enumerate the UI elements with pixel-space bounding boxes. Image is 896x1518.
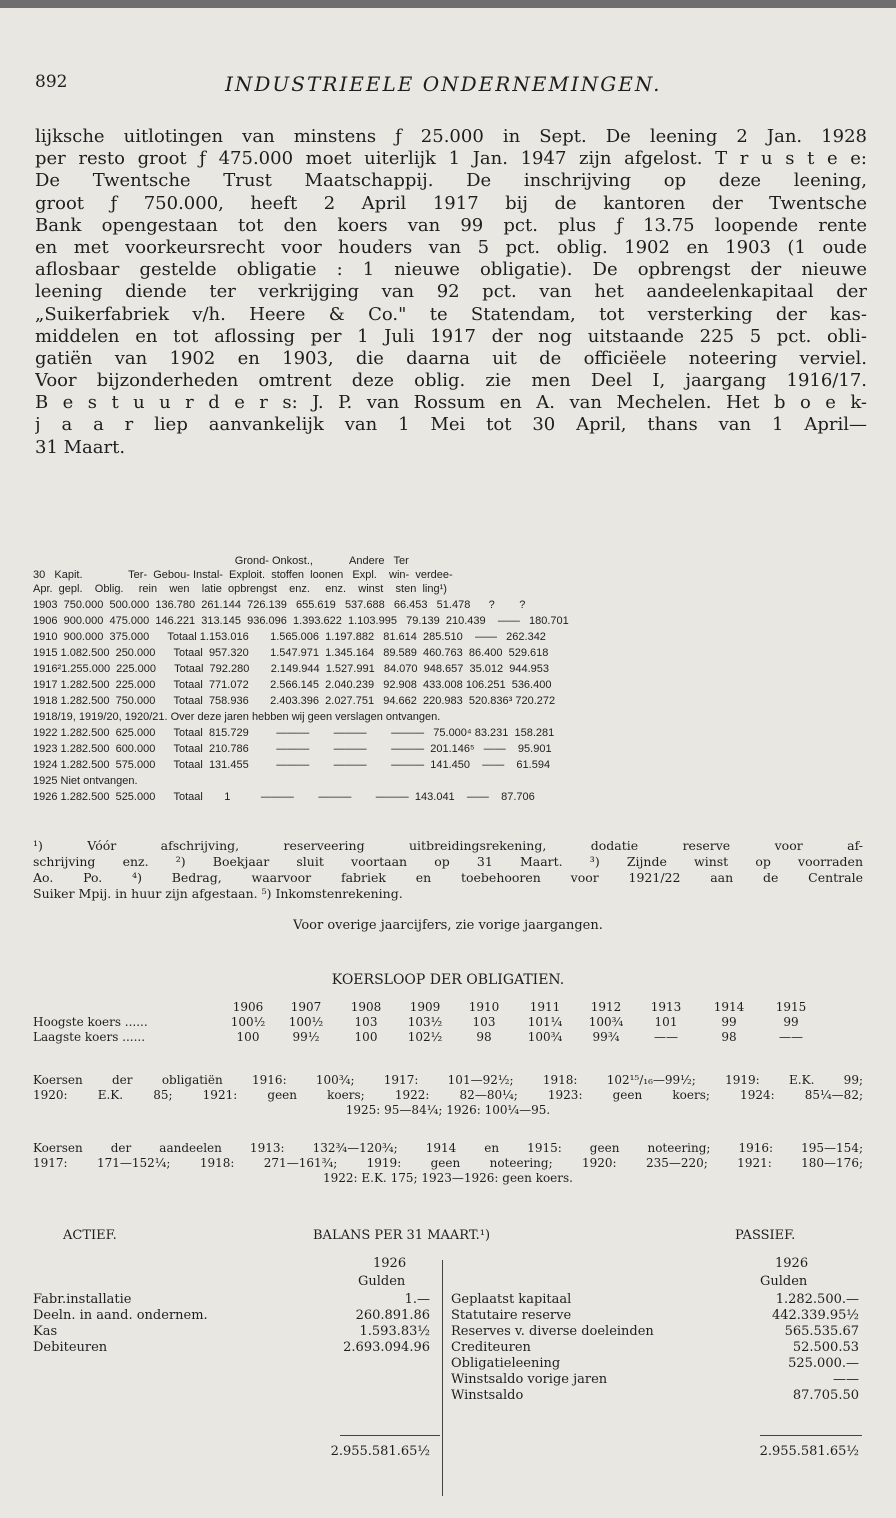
page-number: 892 [35, 72, 68, 92]
koers-value: 99 [721, 1015, 737, 1029]
footnote-line: schrijving enz. ²) Boekjaar sluit voortaan op 31 Maart. ³) Zijnde winst op voorraden [33, 854, 863, 869]
year-header: 1914 [713, 1000, 745, 1014]
text-line: 31 Maart. [35, 436, 126, 458]
koers-value: 100 [354, 1030, 378, 1044]
koers-value: 99 [783, 1015, 799, 1029]
koers-value: 100¾ [588, 1015, 624, 1029]
koers-title: KOERSLOOP DER OBLIGATIEN. [331, 972, 565, 988]
koersen-obligatien [33, 1073, 863, 1118]
passief-label-item: Statutaire reserve [451, 1308, 572, 1323]
actief-label-item: Debiteuren [33, 1340, 108, 1355]
koers-value: 103 [354, 1015, 378, 1029]
row-label-hoogste: Hoogste koers ...... [33, 1015, 148, 1029]
scan-edge-band [0, 0, 896, 8]
passief-label-item: Reserves v. diverse doeleinden [451, 1324, 654, 1339]
passief-label-item: Obligatieleening [451, 1356, 561, 1371]
koers-value: 103½ [407, 1015, 443, 1029]
passief-label-item: Winstsaldo [451, 1388, 524, 1403]
unit-actief: Gulden [358, 1274, 406, 1289]
koers-value: —— [779, 1030, 803, 1044]
koers-value: 100 [236, 1030, 260, 1044]
table-row: 1918/19, 1919/20, 1920/21. Over deze jaren hebben wij geen verslagen ontvangen. [33, 711, 441, 723]
prose-line: 1922: E.K. 175; 1923—1926: geen koers. [323, 1171, 573, 1185]
koers-value: —— [654, 1030, 678, 1044]
balans-title: BALANS PER 31 MAART.¹) [313, 1228, 491, 1243]
table-row: 1918 1.282.500 750.000 Totaal 758.936 2.403.396 2.027.751 94.662 220.983 520.836³ 720.272 [33, 695, 556, 707]
row-label-laagste: Laagste koers ...... [33, 1030, 146, 1044]
passief-value: 565.535.67 [784, 1324, 859, 1339]
total-actief: 2.955.581.65½ [330, 1444, 430, 1459]
actief-value: 1.593.83½ [359, 1324, 430, 1339]
footnotes [33, 838, 863, 902]
actief-value: 1.— [404, 1292, 430, 1307]
passief-value: 87.705.50 [792, 1388, 859, 1403]
table-row: 1923 1.282.500 600.000 Totaal 210.786 ——— ——— ——— 201.146⁵ —— 95.901 [33, 743, 552, 755]
passief-value: 525.000.— [788, 1356, 859, 1371]
total-passief: 2.955.581.65½ [759, 1444, 859, 1459]
year-header: 1909 [409, 1000, 441, 1014]
text-line: per resto groot ƒ 475.000 moet uiterlijk 1 Jan. 1947 zijn afgelost. T r u s t e e: [35, 148, 867, 170]
passief-label: PASSIEF. [735, 1228, 796, 1243]
text-line: Voor bijzonderheden omtrent deze oblig. zie men Deel I, jaargang 1916/17. [35, 370, 867, 392]
koers-value: 100½ [230, 1015, 266, 1029]
koers-value: 103 [472, 1015, 496, 1029]
text-line: aflosbaar gestelde obligatie : 1 nieuwe obligatie). De opbrengst der nieuwe [35, 259, 867, 281]
year-header: 1913 [650, 1000, 682, 1014]
prose-line: 1920: E.K. 85; 1921: geen koers; 1922: 82—80¼; 1923: geen koers; 1924: 85¼—82; [33, 1088, 863, 1102]
table-row: 1916²1.255.000 225.000 Totaal 792.280 2.149.944 1.527.991 84.070 948.657 35.012 944.953 [33, 663, 550, 675]
koers-value: 99¾ [592, 1030, 620, 1044]
year-passief: 1926 [775, 1256, 809, 1271]
passief-value: 442.339.95½ [771, 1308, 859, 1323]
year-header: 1908 [350, 1000, 382, 1014]
koers-value: 98 [721, 1030, 737, 1044]
footnote-line: ¹) Vóór afschrijving, reserveering uitbreidingsrekening, dodatie reserve voor af- [33, 838, 863, 853]
text-line: Bank opengestaan tot den koers van 99 pct. plus ƒ 13.75 loopende rente [35, 214, 867, 236]
koers-value: 102½ [407, 1030, 443, 1044]
text-line: leening diende ter verkrijging van 92 pct. van het aandeelenkapitaal der [35, 281, 867, 303]
passief-label-item: Geplaatst kapitaal [451, 1292, 572, 1307]
koers-value: 98 [476, 1030, 492, 1044]
text-line: gatiën van 1902 en 1903, die daarna uit de officiëele noteering verviel. [35, 347, 867, 369]
year-header: 1910 [468, 1000, 500, 1014]
table-header-row: Grond- Onkost., Andere Ter [33, 555, 409, 567]
passief-value: 52.500.53 [792, 1340, 859, 1355]
table-row: 1910 900.000 375.000 Totaal 1.153.016 1.565.006 1.197.882 81.614 285.510 —— 262.342 [33, 631, 546, 643]
actief-value: 2.693.094.96 [343, 1340, 430, 1355]
total-rule-actief [340, 1435, 440, 1436]
table-row: 1924 1.282.500 575.000 Totaal 131.455 ——— ——— ——— 141.450 —— 61.594 [33, 759, 551, 771]
koers-value: 101 [654, 1015, 678, 1029]
year-header: 1911 [529, 1000, 561, 1014]
koers-value: 100½ [288, 1015, 324, 1029]
unit-passief: Gulden [760, 1274, 808, 1289]
passief-value: —— [833, 1372, 859, 1387]
footnote-tail: Voor overige jaarcijfers, zie vorige jaargangen. [293, 918, 603, 933]
table-row: 1906 900.000 475.000 146.221 313.145 936.096 1.393.622 1.103.995 79.139 210.439 —— 180.701 [33, 615, 569, 627]
actief-label-item: Deeln. in aand. ondernem. [33, 1308, 208, 1323]
text-line: middelen en tot aflossing per 1 Juli 1917 der nog uitstaande 225 5 pct. obli- [35, 325, 867, 347]
table-header-row: Apr. gepl. Oblig. rein wen latie opbrengst enz. enz. winst sten ling¹) [33, 583, 447, 595]
year-header: 1906 [232, 1000, 264, 1014]
table-row: 1925 Niet ontvangen. [33, 775, 138, 787]
table-row: 1903 750.000 500.000 136.780 261.144 726.139 655.619 537.688 66.453 51.478 ? ? [33, 599, 526, 611]
prose-line: 1925: 95—84¼; 1926: 100¼—95. [345, 1103, 551, 1117]
text-line: lijksche uitlotingen van minstens ƒ 25.000 in Sept. De leening 2 Jan. 1928 [35, 126, 867, 147]
page-header [35, 72, 875, 102]
year-header: 1912 [590, 1000, 622, 1014]
koers-value: 100¾ [527, 1030, 563, 1044]
prose-line: Koersen der obligatiën 1916: 100¾; 1917: 101—92½; 1918: 102¹⁵/₁₆—99½; 1919: E.K. 99; [33, 1073, 863, 1087]
text-line: B e s t u u r d e r s: J. P. van Rossum en A. van Mechelen. Het b o e k- [35, 392, 867, 414]
table-header-row: 30 Kapit. Ter- Gebou- Instal- Exploit. stoffen loonen Expl. win- verdee- [33, 569, 453, 581]
actief-label: ACTIEF. [63, 1228, 117, 1243]
passief-value: 1.282.500.— [775, 1292, 859, 1307]
body-paragraph [35, 126, 867, 459]
prose-line: Koersen der aandeelen 1913: 132¾—120¾; 1914 en 1915: geen noteering; 1916: 195—154; [33, 1141, 863, 1155]
text-line: j a a r liep aanvankelijk van 1 Mei tot 30 April, thans van 1 April— [35, 414, 867, 436]
text-line: groot ƒ 750.000, heeft 2 April 1917 bij de kantoren der Twentsche [35, 192, 867, 214]
balance-divider [442, 1260, 443, 1496]
table-row: 1915 1.082.500 250.000 Totaal 957.320 1.547.971 1.345.164 89.589 460.763 86.400 529.618 [33, 647, 549, 659]
year-header: 1907 [290, 1000, 322, 1014]
prose-line: 1917: 171—152¼; 1918: 271—161¾; 1919: geen noteering; 1920: 235—220; 1921: 180—176; [33, 1156, 863, 1170]
table-row: 1922 1.282.500 625.000 Totaal 815.729 ——— ——— ——— 75.000⁴ 83.231 158.281 [33, 727, 555, 739]
table-row: 1917 1.282.500 225.000 Totaal 771.072 2.566.145 2.040.239 92.908 433.008 106.251 536.400 [33, 679, 552, 691]
text-line: De Twentsche Trust Maatschappij. De inschrijving op deze leening, [35, 170, 867, 192]
passief-label-item: Winstsaldo vorige jaren [451, 1372, 608, 1387]
year-header: 1915 [775, 1000, 807, 1014]
total-rule-passief [760, 1435, 862, 1436]
text-line: „Suikerfabriek v/h. Heere & Co." te Statendam, tot versterking der kas- [35, 303, 867, 325]
running-title: INDUSTRIEELE ONDERNEMINGEN. [225, 72, 662, 96]
footnote-line: Suiker Mpij. in huur zijn afgestaan. ⁵) Inkomstenrekening. [33, 886, 403, 901]
actief-value: 260.891.86 [355, 1308, 430, 1323]
table-row: 1926 1.282.500 525.000 Totaal 1 ——— ——— ——— 143.041 —— 87.706 [33, 791, 535, 803]
actief-label-item: Kas [33, 1324, 58, 1339]
koers-value: 99½ [292, 1030, 320, 1044]
text-line: en met voorkeursrecht voor houders van 5 pct. oblig. 1902 en 1903 (1 oude [35, 236, 867, 258]
koersen-aandeelen [33, 1141, 863, 1186]
footnote-line: Ao. Po. ⁴) Bedrag, waarvoor fabriek en toebehooren voor 1921/22 aan de Centrale [33, 870, 863, 885]
actief-label-item: Fabr.installatie [33, 1292, 132, 1307]
passief-label-item: Crediteuren [451, 1340, 531, 1355]
koers-value: 101¼ [527, 1015, 563, 1029]
year-actief: 1926 [373, 1256, 407, 1271]
